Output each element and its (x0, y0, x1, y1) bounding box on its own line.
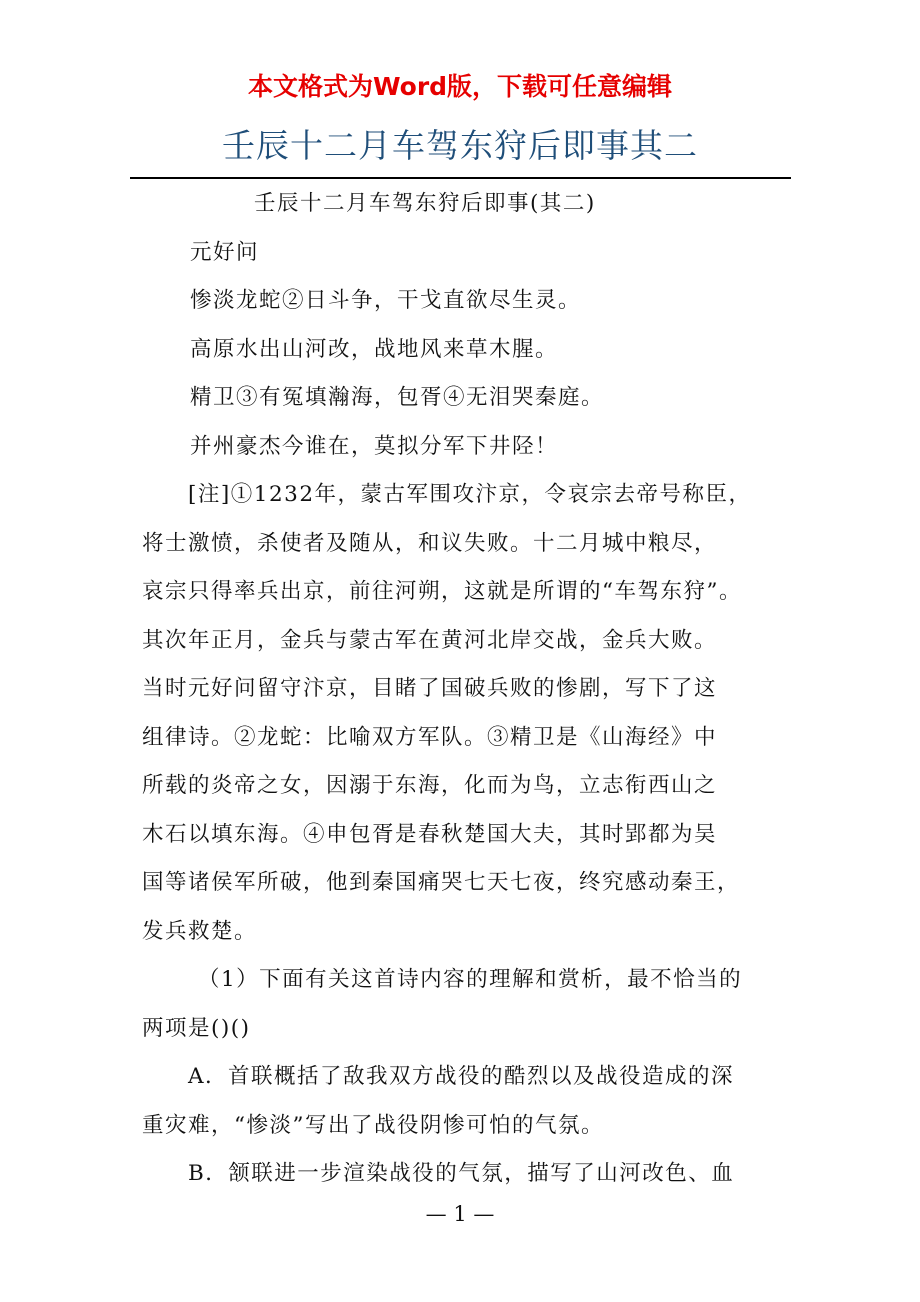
poem-line: 惨淡龙蛇②日斗争，干戈直欲尽生灵。 (190, 288, 582, 313)
note-line: [注]①1232年，蒙古军围攻汴京，令哀宗去帝号称臣， (188, 482, 752, 507)
poem-line: 并州豪杰今谁在，莫拟分军下井陉！ (190, 433, 559, 459)
note-line: 木石以填东海。④申包胥是春秋楚国大夫，其时郢都为吴 (142, 821, 718, 847)
note-line: 发兵救楚。 (142, 918, 258, 944)
poem-title: 壬辰十二月车驾东狩后即事(其二) (254, 191, 596, 216)
note-line: 哀宗只得率兵出京，前往河朔，这就是所谓的“车驾东狩”。 (142, 579, 742, 604)
note-line: 组律诗。②龙蛇：比喻双方军队。③精卫是《山海经》中 (142, 724, 718, 750)
poem-line: 高原水出山河改，战地风来草木腥。 (190, 336, 559, 362)
option-a-line: A．首联概括了敌我双方战役的酷烈以及战役造成的深 (188, 1064, 735, 1089)
option-b-line: B．颔联进一步渲染战役的气氛，描写了山河改色、血 (188, 1161, 735, 1186)
question-line: 两项是()() (142, 1015, 251, 1041)
note-line: 国等诸侯军所破，他到秦国痛哭七天七夜，终究感动秦王， (142, 870, 741, 895)
note-line: 将士激愤，杀使者及随从，和议失败。十二月城中粮尽， (142, 530, 718, 556)
document-title: 壬辰十二月车驾东狩后即事其二 (222, 126, 698, 165)
document-body (142, 180, 782, 1199)
note-line: 其次年正月，金兵与蒙古军在黄河北岸交战，金兵大败。 (142, 627, 718, 653)
download-banner: 本文格式为Word版，下载可任意编辑 (247, 72, 673, 101)
page-number: — 1 — (425, 1202, 495, 1226)
note-line: 当时元好问留守汴京，目睹了国破兵败的惨剧，写下了这 (142, 676, 718, 701)
question-line: （1）下面有关这首诗内容的理解和赏析，最不恰当的 (198, 967, 743, 992)
poem-line: 精卫③有冤填瀚海，包胥④无泪哭秦庭。 (190, 385, 605, 410)
option-a-line: 重灾难，“惨淡”写出了战役阴惨可怕的气氛。 (142, 1112, 604, 1138)
poem-author: 元好问 (190, 239, 260, 265)
note-line: 所载的炎帝之女，因溺于东海，化而为鸟，立志衔西山之 (142, 773, 718, 798)
title-divider (130, 177, 791, 179)
